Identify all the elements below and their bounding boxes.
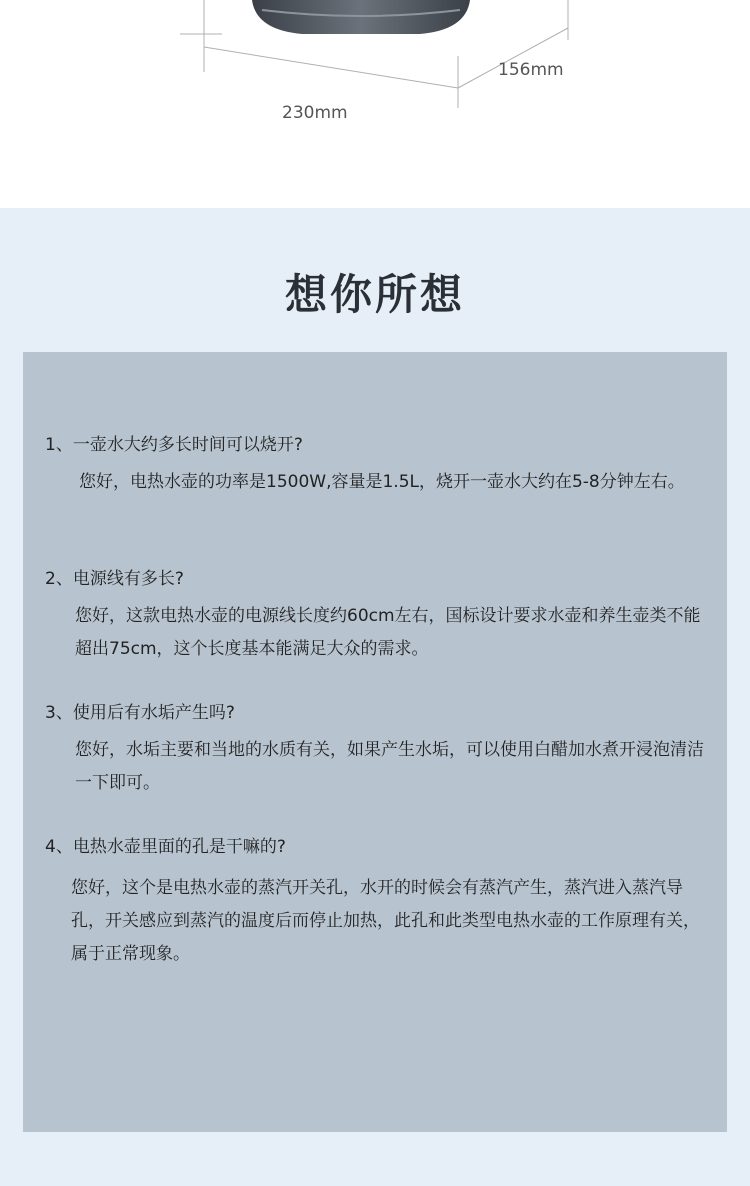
kettle-base-illustration — [0, 0, 750, 208]
faq-answer-4: 您好，这个是电热水壶的蒸汽开关孔，水开的时候会有蒸汽产生，蒸汽进入蒸汽导孔，开关感应到蒸汽的温度后而停止加热，此孔和此类型电热水壶的工作原理有关，属于正常现象。 — [71, 878, 700, 964]
faq-question-4: 4、电热水壶里面的孔是干嘛的? — [45, 837, 286, 857]
product-dimension-section — [0, 0, 750, 208]
faq-answer-3: 您好，水垢主要和当地的水质有关，如果产生水垢，可以使用白醋加水煮开浸泡清洁一下即可。 — [75, 740, 704, 793]
dimension-line-width — [204, 47, 458, 88]
faq-question-1: 1、一壶水大约多长时间可以烧开? — [45, 435, 303, 455]
faq-question-2: 2、电源线有多长? — [45, 569, 184, 589]
faq-question-3: 3、使用后有水垢产生吗? — [45, 703, 235, 723]
width-dimension-label: 230mm — [282, 103, 348, 123]
faq-answer-2: 您好，这款电热水壶的电源线长度约60cm左右，国标设计要求水壶和养生壶类不能超出75cm，这个长度基本能满足大众的需求。 — [75, 606, 701, 659]
depth-dimension-label: 156mm — [498, 60, 564, 80]
faq-panel — [23, 352, 727, 1132]
faq-answer-1: 您好，电热水壶的功率是1500W,容量是1.5L，烧开一壶水大约在5-8分钟左右。 — [79, 472, 685, 492]
section-title: 想你所想 — [284, 270, 465, 319]
